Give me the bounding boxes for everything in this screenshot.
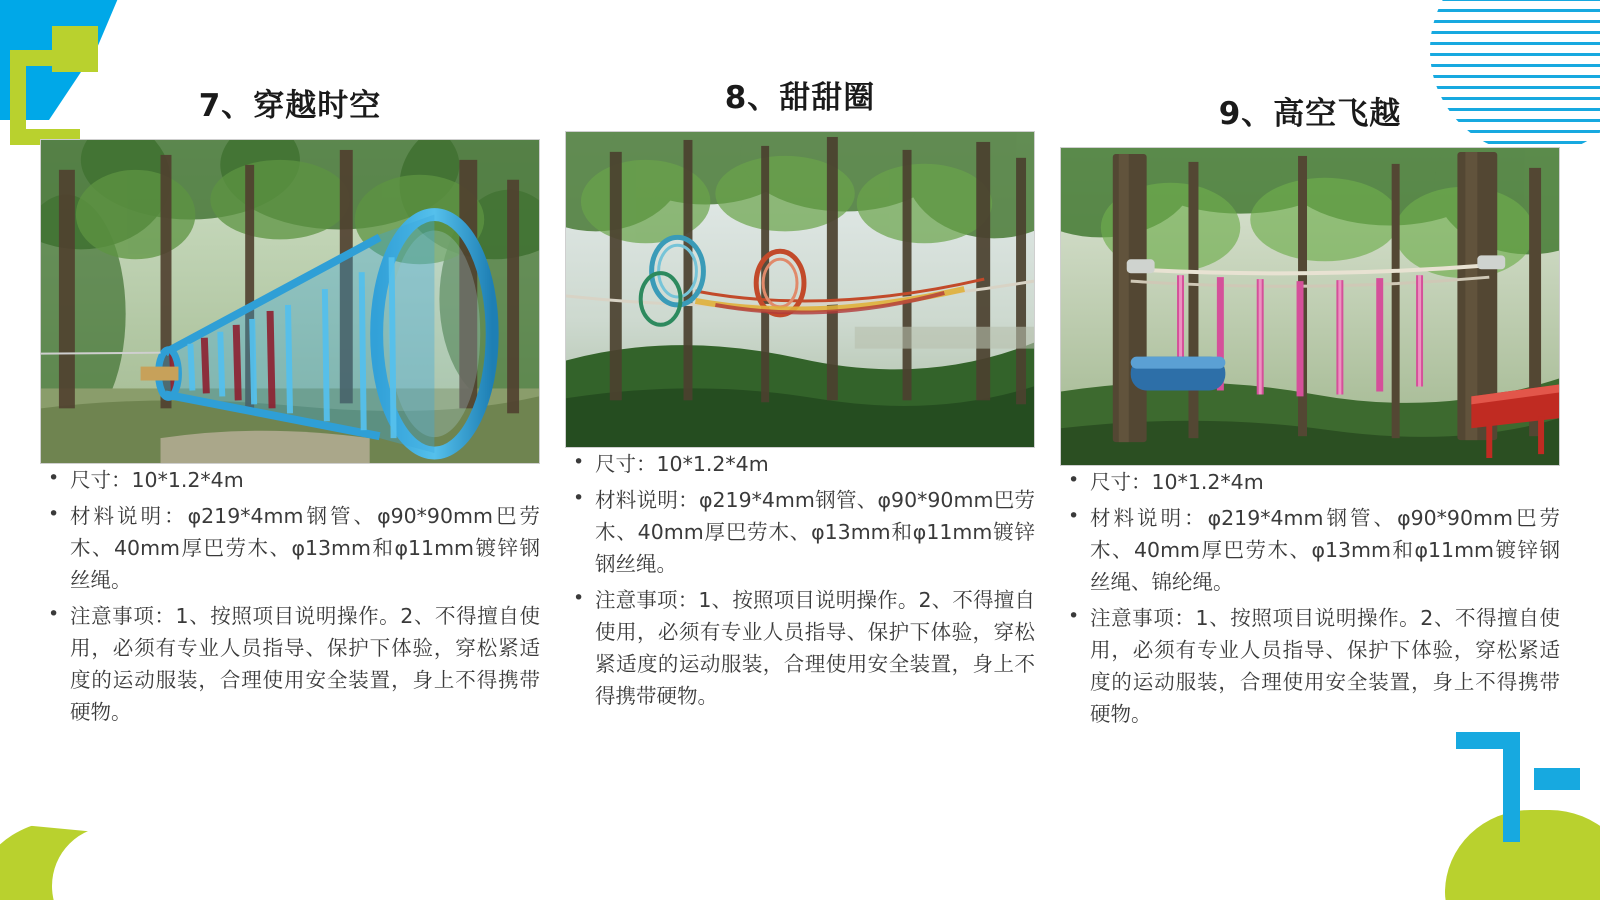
item-8-photo-graphic [566, 132, 1034, 447]
item-7-bullet-list [40, 464, 540, 728]
item-9-heading: 9、高空飞越 [1218, 96, 1402, 132]
item-8-bullet-list [565, 448, 1035, 712]
item-7-photo [40, 139, 540, 464]
item-8-bullet-size: • 尺寸：10*1.2*4m [565, 448, 1035, 480]
item-9-bullet-material: • 材料说明：φ219*4mm钢管、φ90*90mm巴劳木、40mm厚巴劳木、φ13mm和φ11mm镀锌钢丝绳、锦纶绳。 [1060, 502, 1560, 598]
item-card-8 [565, 0, 1035, 716]
item-7-heading: 7、穿越时空 [198, 88, 382, 124]
item-8-photo [565, 131, 1035, 448]
item-7-bullet-notice: • 注意事项：1、按照项目说明操作。2、不得擅自使用，必须有专业人员指导、保护下体验，穿松紧适度的运动服装，合理使用安全装置，身上不得携带硬物。 [40, 600, 540, 728]
item-7-photo-graphic [41, 140, 539, 463]
item-card-9 [1060, 0, 1560, 734]
item-9-bullet-size: • 尺寸：10*1.2*4m [1060, 466, 1560, 498]
item-8-bullet-material: • 材料说明：φ219*4mm钢管、φ90*90mm巴劳木、40mm厚巴劳木、φ13mm和φ11mm镀锌钢丝绳。 [565, 484, 1035, 580]
item-7-bullet-material: • 材料说明：φ219*4mm钢管、φ90*90mm巴劳木、40mm厚巴劳木、φ13mm和φ11mm镀锌钢丝绳。 [40, 500, 540, 596]
item-8-heading: 8、甜甜圈 [724, 80, 876, 116]
item-9-bullet-notice: • 注意事项：1、按照项目说明操作。2、不得擅自使用，必须有专业人员指导、保护下体验，穿松紧适度的运动服装，合理使用安全装置，身上不得携带硬物。 [1060, 602, 1560, 730]
item-7-bullet-size: • 尺寸：10*1.2*4m [40, 464, 540, 496]
item-card-7 [40, 0, 540, 732]
item-9-photo [1060, 147, 1560, 466]
item-9-bullet-list [1060, 466, 1560, 730]
item-9-photo-graphic [1061, 148, 1559, 465]
item-8-bullet-notice: • 注意事项：1、按照项目说明操作。2、不得擅自使用，必须有专业人员指导、保护下体验，穿松紧适度的运动服装，合理使用安全装置，身上不得携带硬物。 [565, 584, 1035, 712]
